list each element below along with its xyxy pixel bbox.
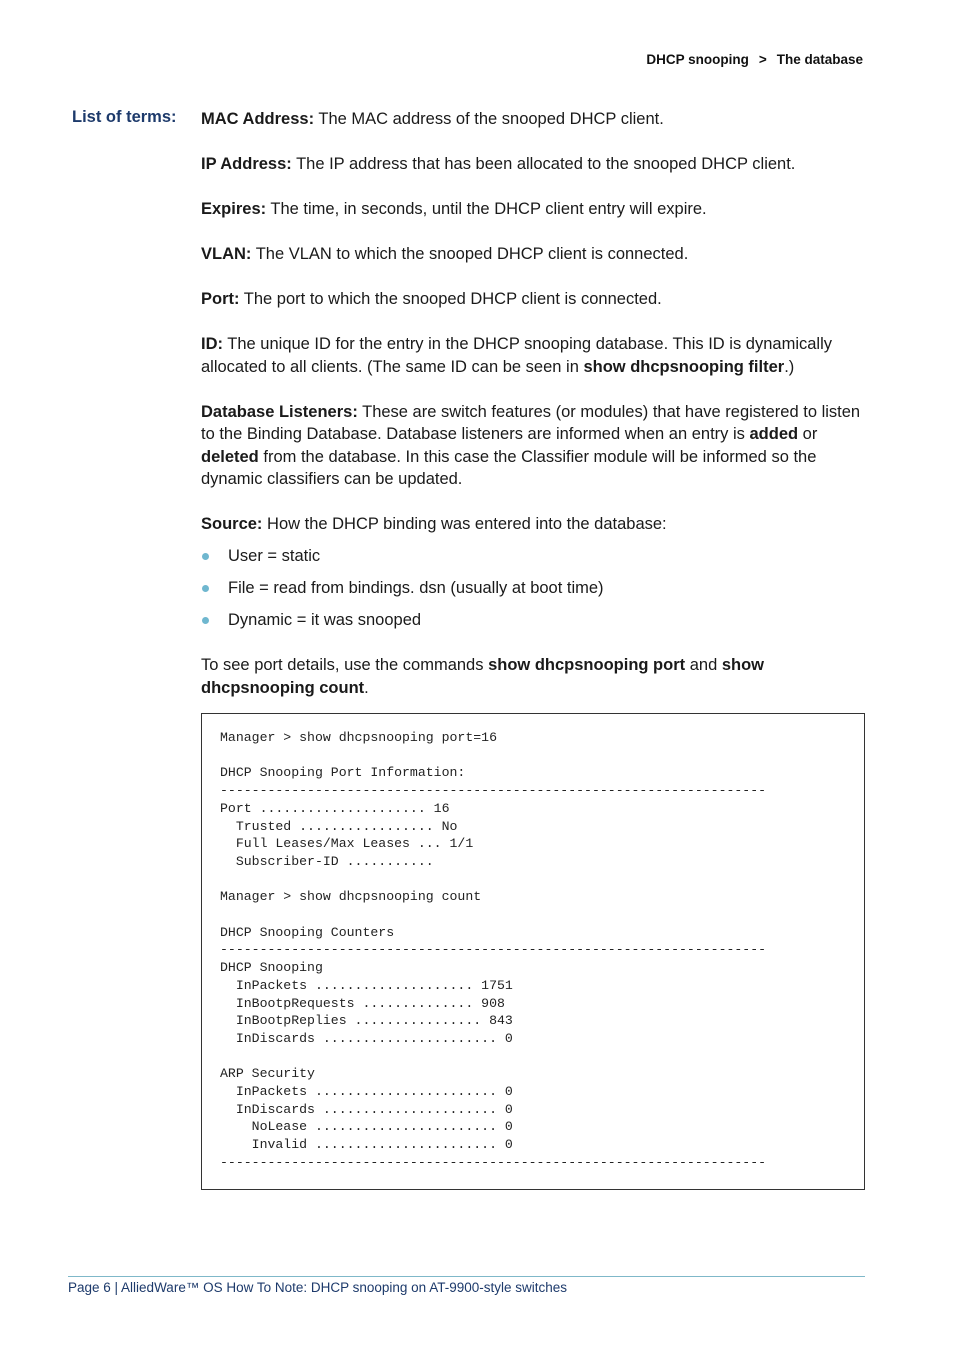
list-of-terms-label: List of terms: (72, 108, 177, 126)
term-description: from the database. In this case the Classifier module will be informed so the dynamic classifiers can be updated. (201, 447, 817, 488)
term-description: How the DHCP binding was entered into the database: (262, 515, 667, 533)
header-subsection: The database (776, 52, 863, 67)
term-name: MAC Address: (201, 110, 315, 128)
term-name: VLAN: (201, 245, 252, 263)
emphasis-added: added (749, 425, 799, 443)
header-separator: > (758, 52, 767, 67)
header-section: DHCP snooping (646, 52, 749, 67)
term-description: The unique ID for the entry in the DHCP snooping database. This ID is dynamically allocated to all clients. (The same ID can be seen in (201, 335, 832, 376)
list-item (201, 577, 865, 600)
term-description: The IP address that has been allocated to the snooped DHCP client. (291, 155, 796, 173)
source-list (201, 545, 865, 632)
bullet-icon (202, 553, 209, 560)
bullet-icon (202, 585, 209, 592)
term-name: IP Address: (201, 155, 292, 173)
page-footer: Page 6 | AlliedWare™ OS How To Note: DHCP snooping on AT-9900-style switches (68, 1280, 567, 1295)
term-name: Source: (201, 515, 263, 533)
emphasis-deleted: deleted (201, 447, 259, 466)
term-name: ID: (201, 335, 223, 353)
term-name: Database Listeners: (201, 402, 358, 421)
list-item-text: Dynamic = it was snooped (228, 611, 422, 629)
terms-content (201, 108, 865, 722)
term-description: These are switch features (or modules) that have registered to listen to the Binding Database. Database listeners are informed when an entry is (201, 402, 861, 443)
cli-output-box (201, 713, 865, 1190)
term-description-end: .) (784, 357, 795, 376)
command-name: show dhcpsnooping port (488, 656, 686, 674)
term-expires (201, 198, 865, 221)
port-details-paragraph (201, 654, 865, 699)
term-source (201, 513, 865, 536)
list-item-text: User = static (228, 547, 321, 565)
paragraph-text: . (364, 678, 369, 697)
term-name: Port: (201, 290, 240, 308)
term-port (201, 288, 865, 311)
list-item (201, 545, 865, 568)
term-description: The port to which the snooped DHCP client is connected. (239, 290, 662, 308)
list-item (201, 609, 865, 632)
list-item-text: File = read from bindings. dsn (usually at boot time) (228, 579, 604, 597)
term-vlan (201, 243, 865, 266)
command-name: show dhcpsnooping count (201, 656, 765, 697)
paragraph-text: and (685, 656, 722, 674)
running-header (646, 52, 863, 67)
paragraph-text: To see port details, use the commands (201, 656, 489, 674)
term-description: or (798, 425, 818, 443)
term-description: The MAC address of the snooped DHCP client. (314, 110, 664, 128)
term-database-listeners (201, 401, 865, 491)
term-mac-address (201, 108, 865, 131)
command-name: show dhcpsnooping filter (583, 357, 785, 376)
cli-output: Manager > show dhcpsnooping port=16 DHCP Snooping Port Information: --------------------------------------------------------------------- Port ..................... 16 Trusted ................. No Full Leases/Max Leases ... 1/1 Subscriber-ID ........... Manager > show dhcpsnooping count DHCP Snooping Counters --------------------------------------------------------------------- DHCP Snooping InPackets .................... 1751 InBootpRequests .............. 908 InBootpReplies ................ 843 InDiscards ...................... 0 ARP Security InPackets ....................... 0 InDiscards ...................... 0 NoLease ....................... 0 Invalid ....................... 0 --------------------------------------------------------------------- (220, 730, 767, 1170)
term-description: The VLAN to which the snooped DHCP client is connected. (251, 245, 689, 263)
term-id (201, 333, 865, 378)
bullet-icon (202, 617, 209, 624)
term-name: Expires: (201, 200, 267, 218)
term-ip-address (201, 153, 865, 176)
term-description: The time, in seconds, until the DHCP client entry will expire. (266, 200, 707, 218)
footer-divider (68, 1276, 865, 1277)
